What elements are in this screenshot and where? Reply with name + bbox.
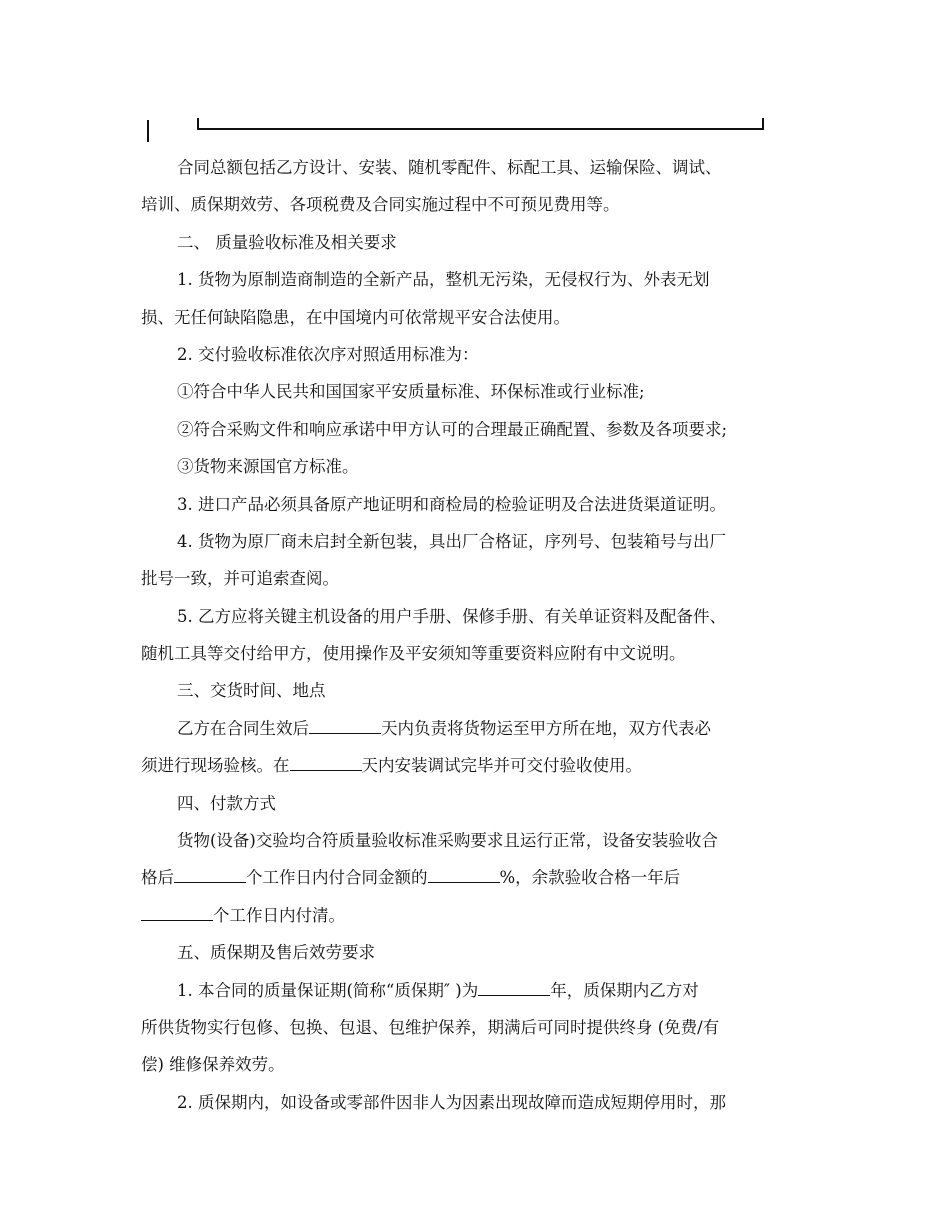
- text-segment: 乙方在合同生效后: [177, 718, 309, 738]
- fill-in-blank: [141, 906, 213, 921]
- text-segment: 须进行现场验核。在: [141, 756, 290, 776]
- paragraph-line: [141, 972, 806, 1009]
- section-heading: 四、付款方式: [177, 793, 276, 813]
- paragraph-line: 货物(设备)交验均合符质量验收标准采购要求且运行正常，设备安装验收合: [177, 831, 718, 851]
- document-body: [141, 149, 806, 1121]
- text-segment: %，余款验收合格一年后: [499, 868, 681, 888]
- paragraph-line: 4. 货物为原厂商未启封全新包装，具出厂合格证，序列号、包装箱号与出厂: [177, 531, 726, 551]
- paragraph-line: 培训、质保期效劳、各项税费及合同实施过程中不可预见费用等。: [141, 195, 620, 215]
- paragraph-line: 随机工具等交付给甲方，使用操作及平安须知等重要资料应附有中文说明。: [141, 644, 686, 664]
- paragraph-line: 合同总额包括乙方设计、安装、随机零配件、标配工具、运输保险、调试、: [177, 158, 722, 177]
- paragraph-line: 2. 质保期内，如设备或零部件因非人为因素出现故障而造成短期停用时，那: [177, 1092, 726, 1112]
- fill-in-blank: [174, 868, 246, 883]
- paragraph-line: ②符合采购文件和响应承诺中甲方认可的合理最正确配置、参数及各项要求;: [177, 419, 728, 439]
- paragraph-line: 5. 乙方应将关键主机设备的用户手册、保修手册、有关单证资料及配备件、: [177, 606, 726, 626]
- text-segment: 年，质保期内乙方对: [550, 980, 699, 1000]
- text-segment: 天内安装调试完毕并可交付验收使用。: [361, 756, 642, 776]
- text-segment: 个工作日内付合同金额的: [246, 868, 428, 888]
- paragraph-line: 2. 交付验收标准依次序对照适用标准为：: [177, 344, 479, 364]
- text-segment: 个工作日内付清。: [213, 905, 345, 925]
- paragraph-line: ③货物来源国官方标准。: [177, 457, 359, 477]
- fill-in-blank: [478, 981, 550, 996]
- section-heading: 三、交货时间、地点: [177, 681, 326, 701]
- table-bottom-border: [197, 118, 764, 130]
- paragraph-line: [141, 747, 806, 784]
- paragraph-line: ①符合中华人民共和国国家平安质量标准、环保标准或行业标准;: [177, 382, 645, 402]
- paragraph-line: [141, 710, 806, 747]
- paragraph-line: 所供货物实行包修、包换、包退、包维护保养，期满后可同时提供终身 (免费/有: [141, 1017, 720, 1037]
- fill-in-blank: [290, 756, 362, 771]
- margin-marker: [147, 120, 149, 142]
- paragraph-line: 3. 进口产品必须具备原产地证明和商检局的检验证明及合法进货渠道证明。: [177, 494, 726, 514]
- text-segment: 1. 本合同的质量保证期(简称“质保期″ )为: [177, 980, 479, 1000]
- paragraph-line: 批号一致，并可追索查阅。: [141, 569, 339, 589]
- fill-in-blank: [428, 868, 500, 883]
- text-segment: 格后: [141, 868, 174, 888]
- paragraph-line: 1. 货物为原制造商制造的全新产品，整机无污染，无侵权行为、外表无划: [177, 270, 710, 290]
- section-heading: 五、质保期及售后效劳要求: [177, 943, 375, 963]
- section-heading: 二、 质量验收标准及相关要求: [177, 232, 397, 252]
- text-segment: 天内负责将货物运至甲方所在地，双方代表必: [381, 718, 711, 738]
- paragraph-line: [141, 859, 806, 896]
- fill-in-blank: [309, 719, 381, 734]
- paragraph-line: [141, 897, 806, 934]
- paragraph-line: 偿) 维修保养效劳。: [141, 1055, 285, 1075]
- paragraph-line: 损、无任何缺陷隐患，在中国境内可依常规平安合法使用。: [141, 307, 570, 327]
